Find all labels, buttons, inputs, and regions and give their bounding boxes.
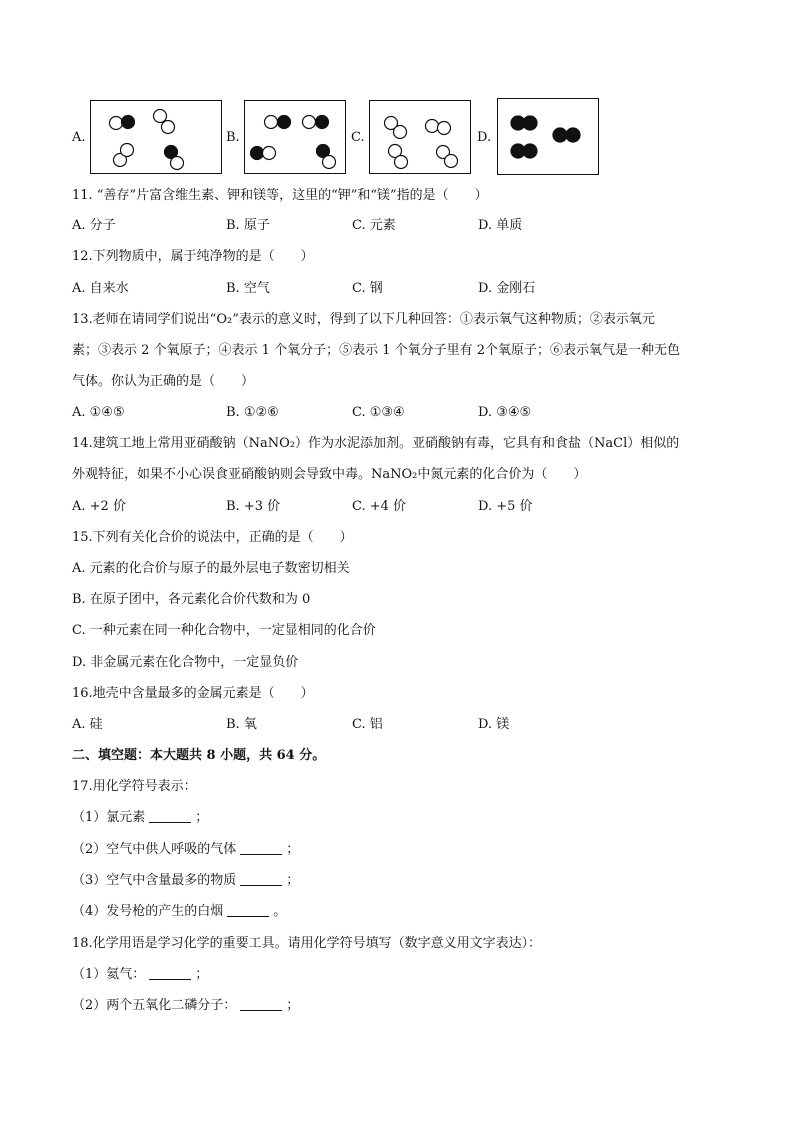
q12-option-b[interactable]: B. 空气 [226, 281, 270, 296]
q12-option-a[interactable]: A. 自来水 [72, 281, 129, 296]
question-18-stem: 18.化学用语是学习化学的重要工具。请用化学符号填写（数字意义用文字表达）： [72, 936, 542, 951]
q11-option-d[interactable]: D. 单质 [478, 218, 523, 233]
molecule-diagram-c [370, 101, 470, 173]
q11-option-c[interactable]: C. 元素 [352, 218, 396, 233]
question-15-stem: 15.下列有关化合价的说法中，正确的是（ ） [72, 530, 353, 545]
q14-option-b[interactable]: B. +3 价 [226, 499, 281, 514]
q18-item-1 [72, 965, 208, 985]
figure-option-a-box[interactable] [90, 100, 222, 174]
molecule-diagram-a [91, 101, 221, 173]
q15-option-c[interactable]: C. 一种元素在同一种化合物中，一定显相同的化合价 [72, 623, 376, 638]
q18-item-2-end: ； [286, 998, 300, 1013]
question-14-line-1: 14.建筑工地上常用亚硝酸钠（NaNO₂）作为水泥添加剂。亚硝酸钠有毒，它具有和食盐（NaCl）相似的 [72, 436, 680, 451]
q13-option-b[interactable]: B. ①②⑥ [226, 405, 279, 420]
q13-option-c[interactable]: C. ①③④ [352, 405, 405, 420]
q14-option-c[interactable]: C. +4 价 [352, 499, 407, 514]
figure-option-c-label: C. [351, 130, 365, 145]
figure-option-d-box[interactable] [497, 98, 599, 175]
q18-item-2-blank[interactable] [240, 996, 282, 1011]
q17-item-1-end: ； [195, 810, 209, 825]
q17-item-3-text: （3）空气中含量最多的物质 [72, 873, 237, 888]
q13-option-a[interactable]: A. ①④⑤ [72, 405, 125, 420]
question-12-stem: 12.下列物质中，属于纯净物的是（ ） [72, 249, 314, 264]
q17-item-2 [72, 840, 299, 860]
section-2-heading: 二、填空题：本大题共 8 小题，共 64 分。 [72, 748, 326, 763]
q17-item-1-blank[interactable] [149, 808, 191, 823]
q12-option-d[interactable]: D. 金刚石 [478, 281, 536, 296]
q15-option-d[interactable]: D. 非金属元素在化合物中，一定显负价 [72, 655, 299, 670]
q18-item-1-blank[interactable] [149, 965, 191, 980]
q16-option-d[interactable]: D. 镁 [478, 717, 510, 732]
q18-item-2 [72, 996, 299, 1016]
q11-option-b[interactable]: B. 原子 [226, 218, 270, 233]
q13-option-d[interactable]: D. ③④⑤ [478, 405, 532, 420]
q17-item-4-text: （4）发号枪的产生的白烟 [72, 904, 224, 919]
q18-item-1-end: ； [195, 967, 209, 982]
question-11-stem: 11. “善存”片富含维生素、钾和镁等，这里的“钾”和“镁”指的是（ ） [72, 188, 488, 203]
q17-item-3-end: ； [286, 873, 300, 888]
q15-option-a[interactable]: A. 元素的化合价与原子的最外层电子数密切相关 [72, 561, 350, 576]
q17-item-4-blank[interactable] [227, 902, 269, 917]
figure-option-a-label: A. [72, 130, 86, 145]
q16-option-a[interactable]: A. 硅 [72, 717, 103, 732]
q14-option-d[interactable]: D. +5 价 [478, 499, 533, 514]
q18-item-2-text: （2）两个五氧化二磷分子： [72, 998, 237, 1013]
q17-item-1 [72, 808, 208, 828]
q18-item-1-text: （1）氦气： [72, 967, 146, 982]
q16-option-c[interactable]: C. 铝 [352, 717, 383, 732]
question-13-line-1: 13.老师在请同学们说出“O₂”表示的意义时，得到了以下几种回答：①表示氧气这种物质；②表示氧元 [72, 312, 655, 327]
q17-item-4-end: 。 [273, 904, 287, 919]
molecule-diagram-b [245, 101, 345, 173]
question-13-line-3: 气体。你认为正确的是（ ） [72, 374, 255, 389]
q16-option-b[interactable]: B. 氧 [226, 717, 257, 732]
q17-item-2-text: （2）空气中供人呼吸的气体 [72, 842, 237, 857]
figure-option-c-box[interactable] [369, 100, 471, 174]
q17-item-4 [72, 902, 286, 922]
question-13-line-2: 素；③表示 2 个氧原子；④表示 1 个氧分子；⑤表示 1 个氧分子里有 2个氧原子；⑥表示氧气是一种无色 [72, 343, 681, 358]
q17-item-2-end: ； [286, 842, 300, 857]
q17-item-3-blank[interactable] [240, 871, 282, 886]
q12-option-c[interactable]: C. 钢 [352, 281, 383, 296]
q17-item-2-blank[interactable] [240, 840, 282, 855]
question-17-stem: 17.用化学符号表示： [72, 779, 197, 794]
figure-option-d-label: D. [477, 130, 492, 145]
q14-option-a[interactable]: A. +2 价 [72, 499, 126, 514]
molecule-diagram-d [498, 99, 598, 174]
q15-option-b[interactable]: B. 在原子团中，各元素化合价代数和为 0 [72, 592, 311, 607]
question-16-stem: 16.地壳中含量最多的金属元素是（ ） [72, 686, 314, 701]
figure-option-b-label: B. [226, 130, 240, 145]
q17-item-3 [72, 871, 299, 891]
question-14-line-2: 外观特征，如果不小心误食亚硝酸钠则会导致中毒。NaNO₂中氮元素的化合价为（ ） [72, 467, 587, 482]
q17-item-1-text: （1）氯元素 [72, 810, 146, 825]
q11-option-a[interactable]: A. 分子 [72, 218, 116, 233]
figure-option-b-box[interactable] [244, 100, 346, 174]
